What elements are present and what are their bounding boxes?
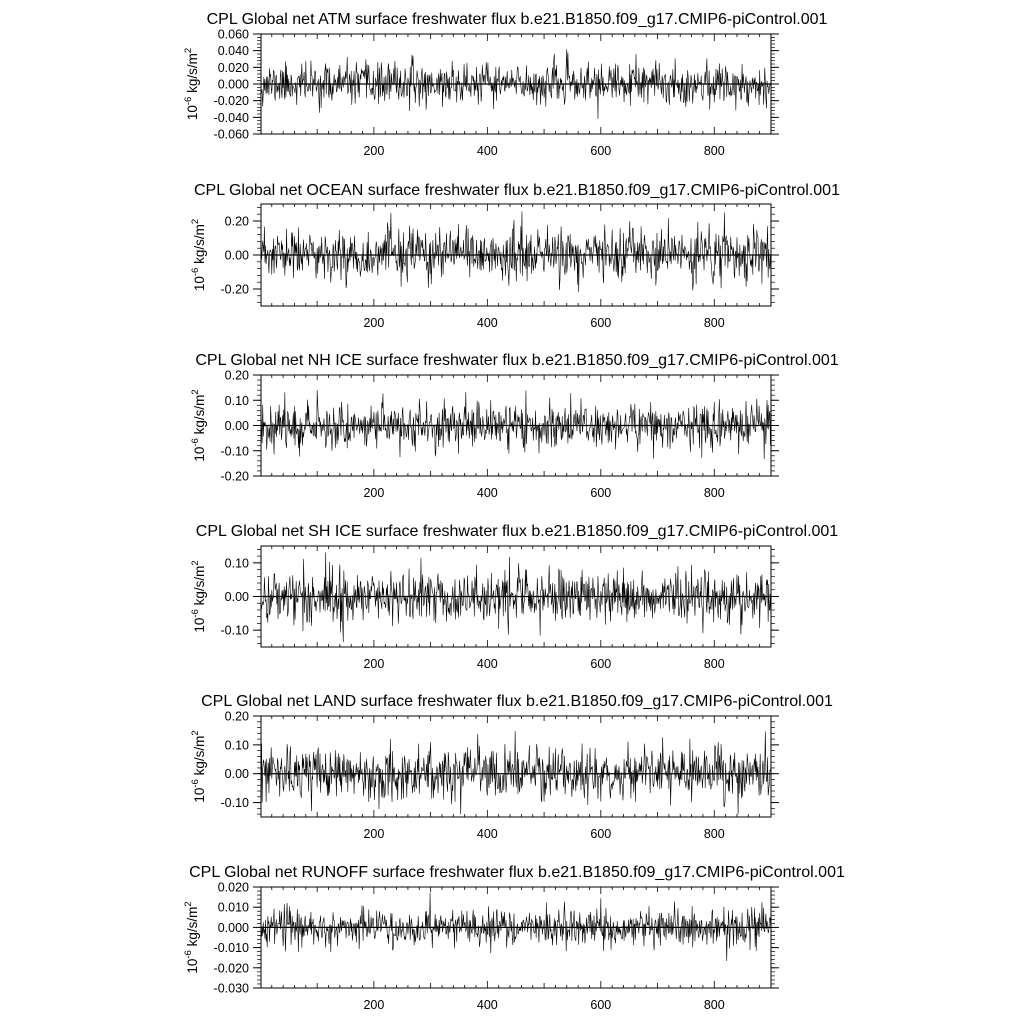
y-tick-label: -0.20 [220, 469, 249, 484]
x-tick-label: 400 [476, 144, 498, 158]
y-tick-label: 0.00 [224, 248, 249, 263]
x-tick-label: 600 [590, 316, 612, 330]
y-tick-label: 0.20 [224, 368, 249, 383]
series-line-ocean [261, 212, 771, 292]
y-tick-label: 0.060 [217, 27, 249, 42]
x-tick-label: 600 [590, 486, 612, 500]
x-tick-label: 800 [703, 827, 725, 841]
x-tick-label: 800 [703, 144, 725, 158]
chart-title: CPL Global net SH ICE surface freshwater flux b.e21.B1850.f09_g17.CMIP6-piControl.001 [195, 523, 839, 540]
x-tick-label: 200 [363, 316, 385, 330]
y-tick-label: 0.00 [224, 767, 249, 782]
x-tick-label: 600 [590, 657, 612, 671]
y-tick-label: 0.040 [217, 44, 249, 59]
y-tick-label: 0.10 [224, 556, 249, 571]
x-tick-label: 400 [476, 316, 498, 330]
x-tick-label: 200 [363, 657, 385, 671]
y-tick-label: -0.060 [213, 127, 249, 142]
series-line-land [261, 731, 771, 814]
chart-panel-1 [183, 11, 827, 158]
y-tick-label: -0.20 [220, 282, 249, 297]
y-tick-label: -0.020 [213, 94, 249, 109]
x-tick-label: 200 [363, 827, 385, 841]
chart-panel-5 [190, 693, 833, 841]
y-tick-label: 0.10 [224, 393, 249, 408]
y-tick-label: 0.00 [224, 419, 249, 433]
chart-title: CPL Global net RUNOFF surface freshwater flux b.e21.B1850.f09_g17.CMIP6-piControl.001 [189, 864, 845, 881]
y-axis-label: $10^{-6}$ $kg/s/m^2$ [190, 730, 207, 803]
y-tick-label: 0.010 [217, 900, 249, 915]
y-tick-label: -0.10 [220, 796, 249, 811]
y-tick-label: -0.040 [213, 110, 249, 125]
x-tick-label: 800 [703, 998, 725, 1012]
chart-title: CPL Global net ATM surface freshwater flux b.e21.B1850.f09_g17.CMIP6-piControl.001 [206, 11, 828, 28]
x-tick-label: 800 [703, 486, 725, 500]
y-tick-label: 0.000 [217, 77, 249, 92]
y-tick-label: 0.00 [224, 590, 249, 604]
y-tick-label: 0.20 [224, 214, 249, 229]
y-tick-label: 0.020 [217, 60, 249, 75]
chart-panel-3 [190, 352, 839, 500]
chart-title: CPL Global net LAND surface freshwater flux b.e21.B1850.f09_g17.CMIP6-piControl.001 [201, 693, 833, 710]
y-tick-label: -0.030 [213, 981, 249, 996]
x-tick-label: 600 [590, 998, 612, 1012]
x-tick-label: 400 [476, 998, 498, 1012]
x-tick-label: 400 [476, 657, 498, 671]
x-tick-label: 600 [590, 144, 612, 158]
x-tick-label: 400 [476, 486, 498, 500]
series-line-nh-ice [261, 390, 771, 459]
x-tick-label: 400 [476, 827, 498, 841]
y-axis-label: $10^{-6}$ $kg/s/m^2$ [190, 389, 207, 462]
x-tick-label: 600 [590, 827, 612, 841]
x-tick-label: 200 [363, 144, 385, 158]
chart-panel-2 [190, 182, 840, 330]
y-tick-label: 0.000 [217, 920, 249, 935]
chart-panel-4 [190, 523, 838, 671]
y-tick-label: -0.010 [213, 941, 249, 956]
y-tick-label: 0.10 [224, 738, 249, 753]
x-tick-label: 800 [703, 657, 725, 671]
chart-panel-6 [183, 864, 845, 1012]
chart-title: CPL Global net OCEAN surface freshwater flux b.e21.B1850.f09_g17.CMIP6-piControl.001 [194, 182, 840, 199]
y-tick-label: 0.020 [217, 880, 249, 895]
x-tick-label: 200 [363, 998, 385, 1012]
chart-title: CPL Global net NH ICE surface freshwater flux b.e21.B1850.f09_g17.CMIP6-piControl.001 [195, 352, 839, 369]
y-axis-label: $10^{-6}$ $kg/s/m^2$ [183, 47, 200, 121]
y-tick-label: 0.20 [224, 709, 249, 724]
series-line-sh-ice [261, 553, 771, 642]
y-axis-label: $10^{-6}$ $kg/s/m^2$ [190, 218, 207, 292]
y-tick-label: -0.020 [213, 961, 249, 976]
y-tick-label: -0.10 [220, 444, 249, 459]
y-tick-label: -0.10 [220, 623, 249, 638]
y-axis-label: $10^{-6}$ $kg/s/m^2$ [190, 560, 207, 633]
y-axis-label: $10^{-6}$ $kg/s/m^2$ [183, 901, 200, 974]
x-tick-label: 800 [703, 316, 725, 330]
x-tick-label: 200 [363, 486, 385, 500]
